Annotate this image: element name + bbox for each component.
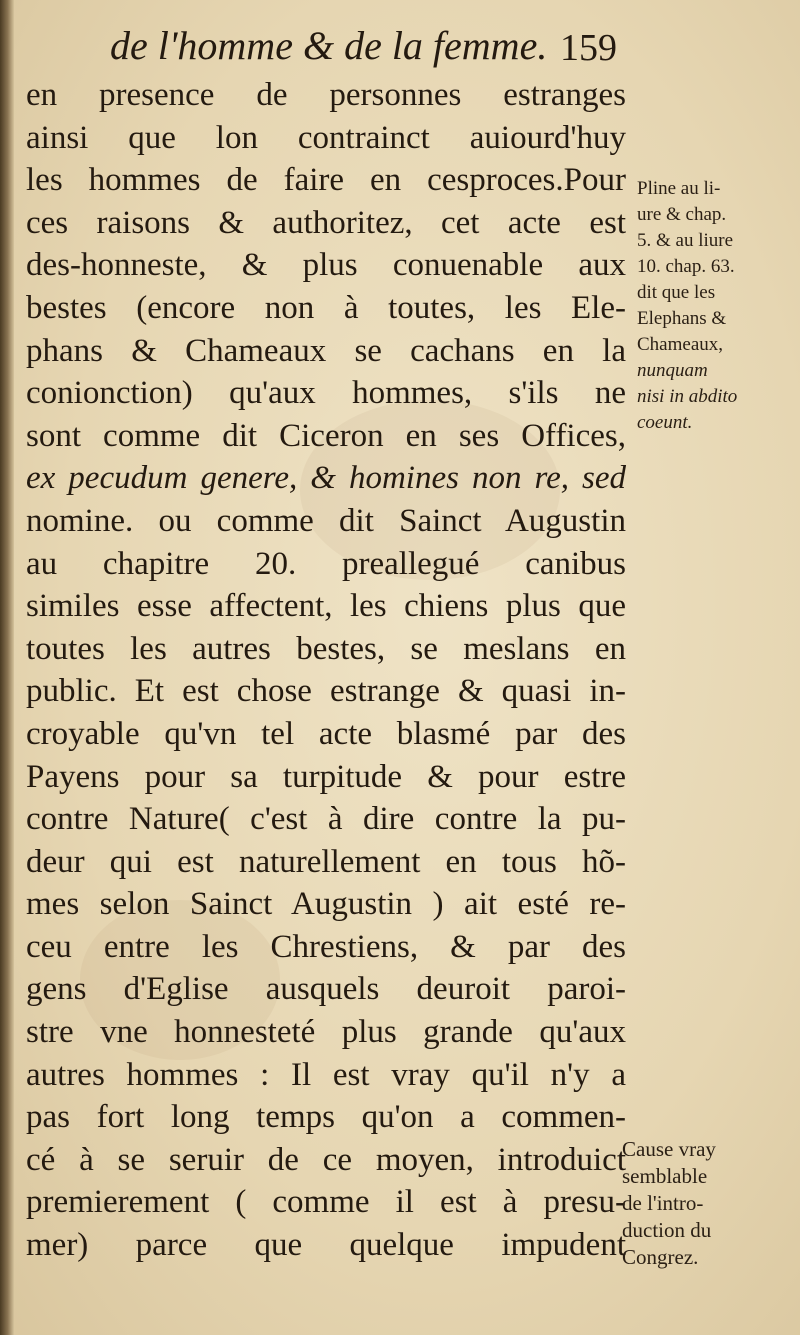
margin-note-line: duction du: [622, 1218, 712, 1242]
page-header: [0, 18, 800, 78]
margin-note-line: nunquam: [637, 360, 708, 381]
text-line: nomine. ou comme dit Sainct Augustin: [26, 502, 626, 539]
margin-note-line: nisi in abdito: [637, 386, 738, 407]
text-line: conionction) qu'aux hommes, s'ils ne: [26, 375, 626, 412]
text-line: au chapitre 20. preallegué canibus: [26, 545, 626, 582]
text-line: ceu entre les Chrestiens, & par des: [26, 928, 626, 965]
margin-note-pliny: [637, 176, 787, 436]
text-line: cé à se seruir de ce moyen, introduict: [26, 1141, 626, 1178]
text-line: ex pecudum genere, & homines non re, sed: [26, 460, 626, 497]
margin-note-line: coeunt.: [637, 412, 693, 433]
text-line: public. Et est chose estrange & quasi in-: [26, 673, 626, 710]
binding-gutter: [0, 0, 14, 1335]
margin-note-line: semblable: [622, 1164, 708, 1188]
text-line: premierement ( comme il est à presu-: [26, 1184, 626, 1221]
text-line: en presence de personnes estranges: [26, 77, 626, 113]
margin-note-line: 10. chap. 63.: [637, 256, 735, 277]
text-line: mes selon Sainct Augustin ) ait esté re-: [26, 886, 626, 923]
margin-note-line: dit que les: [637, 282, 716, 303]
text-line: similes esse affectent, les chiens plus que: [26, 588, 626, 625]
running-title: de l'homme & de la femme.: [110, 23, 548, 68]
margin-note-line: Elephans &: [637, 308, 727, 329]
text-line: contre Nature( c'est à dire contre la pu-: [26, 801, 626, 838]
text-line: toutes les autres bestes, se meslans en: [26, 630, 626, 667]
text-line: sont comme dit Ciceron en ses Offices,: [26, 417, 626, 454]
text-line: Payens pour sa turpitude & pour estre: [26, 758, 626, 795]
margin-note-line: ure & chap.: [637, 204, 727, 225]
text-line: bestes (encore non à toutes, les Ele-: [26, 289, 626, 326]
margin-note-line: Chameaux,: [637, 334, 724, 355]
text-line: les hommes de faire en cesproces.Pour: [26, 162, 626, 199]
text-line: stre vne honnesteté plus grande qu'aux: [26, 1014, 626, 1051]
margin-note-line: Congrez.: [622, 1245, 699, 1269]
margin-note-line: Pline au li-: [637, 178, 721, 199]
text-line: ces raisons & authoritez, cet acte est: [26, 204, 626, 241]
margin-note-congres: [622, 1136, 782, 1271]
margin-note-line: 5. & au liure: [637, 230, 734, 251]
text-line: deur qui est naturellement en tous hõ-: [26, 843, 626, 880]
margin-note-line: Cause vray: [622, 1137, 716, 1161]
text-line: gens d'Eglise ausquels deuroit paroi-: [26, 971, 626, 1008]
text-line: autres hommes : Il est vray qu'il n'y a: [26, 1056, 626, 1093]
text-line: des-honneste, & plus conuenable aux: [26, 247, 626, 284]
text-line: mer) parce que quelque impudent: [26, 1227, 626, 1264]
text-line: pas fort long temps qu'on a commen-: [26, 1099, 626, 1136]
page-number: 159: [560, 27, 617, 69]
text-line: phans & Chameaux se cachans en la: [26, 332, 626, 369]
text-line: croyable qu'vn tel acte blasmé par des: [26, 715, 626, 752]
margin-note-line: de l'intro-: [622, 1191, 704, 1215]
text-line: ainsi que lon contrainct auiourd'huy: [26, 119, 626, 156]
main-text-block: [26, 74, 626, 1267]
